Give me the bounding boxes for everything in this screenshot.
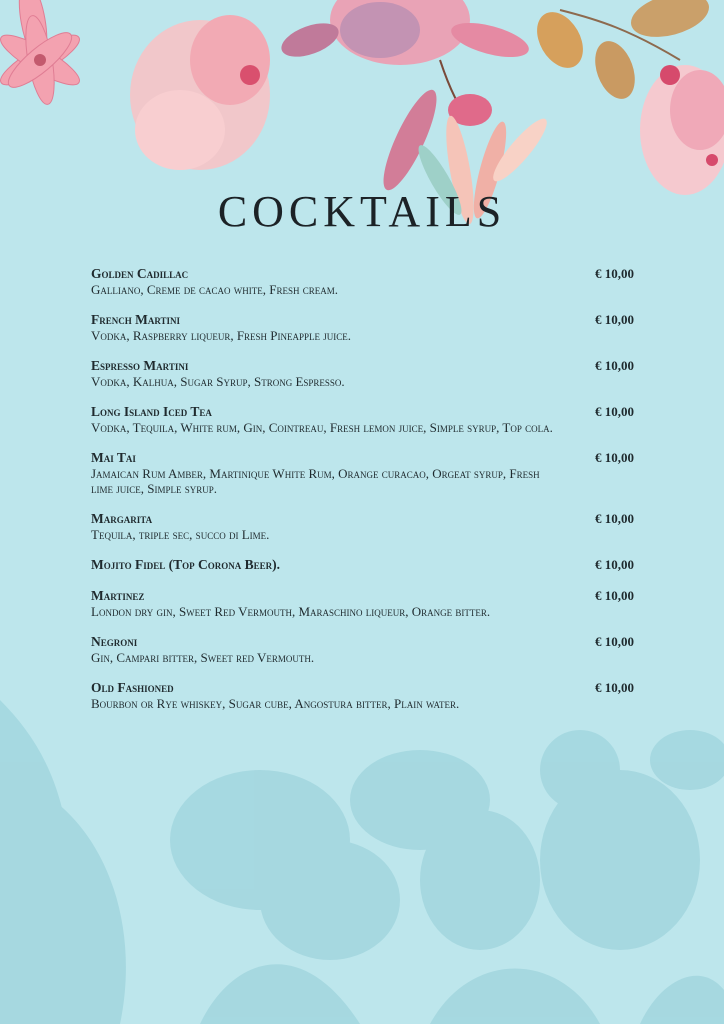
- item-price: € 10,00: [595, 511, 634, 526]
- item-description: Tequila, triple sec, succo di Lime.: [91, 527, 270, 542]
- menu-item: [91, 266, 634, 297]
- menu-item: [91, 404, 634, 435]
- item-description: London dry gin, Sweet Red Vermouth, Maraschino liqueur, Orange bitter.: [91, 604, 491, 619]
- menu-item: [91, 511, 634, 542]
- menu-item: [91, 588, 634, 619]
- menu-item: [91, 312, 634, 343]
- item-description: Galliano, Creme de cacao white, Fresh cream.: [91, 282, 339, 297]
- item-name: Mojito Fidel (Top Corona Beer).: [91, 557, 280, 572]
- item-name: Golden Cadillac: [91, 266, 189, 281]
- item-description: Vodka, Kalhua, Sugar Syrup, Strong Espresso.: [91, 374, 345, 389]
- menu-item: [91, 358, 634, 389]
- item-name: Old Fashioned: [91, 680, 174, 695]
- item-price: € 10,00: [595, 680, 634, 695]
- item-name: Negroni: [91, 634, 138, 649]
- item-description: Vodka, Tequila, White rum, Gin, Cointreau, Fresh lemon juice, Simple syrup, Top cola.: [91, 420, 553, 435]
- menu-item: [91, 450, 634, 496]
- item-price: € 10,00: [595, 634, 634, 649]
- item-description: Bourbon or Rye whiskey, Sugar cube, Angostura bitter, Plain water.: [91, 696, 460, 711]
- item-name: French Martini: [91, 312, 181, 327]
- item-name: Espresso Martini: [91, 358, 189, 373]
- item-price: € 10,00: [595, 266, 634, 281]
- page-title: COCKTAILS: [217, 187, 507, 236]
- item-price: € 10,00: [595, 450, 634, 465]
- item-price: € 10,00: [595, 358, 634, 373]
- item-price: € 10,00: [595, 312, 634, 327]
- item-price: € 10,00: [595, 588, 634, 603]
- item-name: Long Island Iced Tea: [91, 404, 212, 419]
- item-price: € 10,00: [595, 557, 634, 572]
- item-price: € 10,00: [595, 404, 634, 419]
- item-name: Mai Tai: [91, 450, 136, 465]
- menu-item: [91, 634, 634, 665]
- cocktail-menu: [91, 266, 634, 726]
- menu-item: [91, 557, 634, 573]
- item-description: Gin, Campari bitter, Sweet red Vermouth.: [91, 650, 315, 665]
- item-description: Vodka, Raspberry liqueur, Fresh Pineapple juice.: [91, 328, 352, 343]
- item-name: Martinez: [91, 588, 145, 603]
- menu-item: [91, 680, 634, 711]
- item-name: Margarita: [91, 511, 153, 526]
- item-description: Jamaican Rum Amber, Martinique White Rum, Orange curacao, Orgeat syrup, Fresh lime juice, Simple syrup.: [91, 466, 540, 496]
